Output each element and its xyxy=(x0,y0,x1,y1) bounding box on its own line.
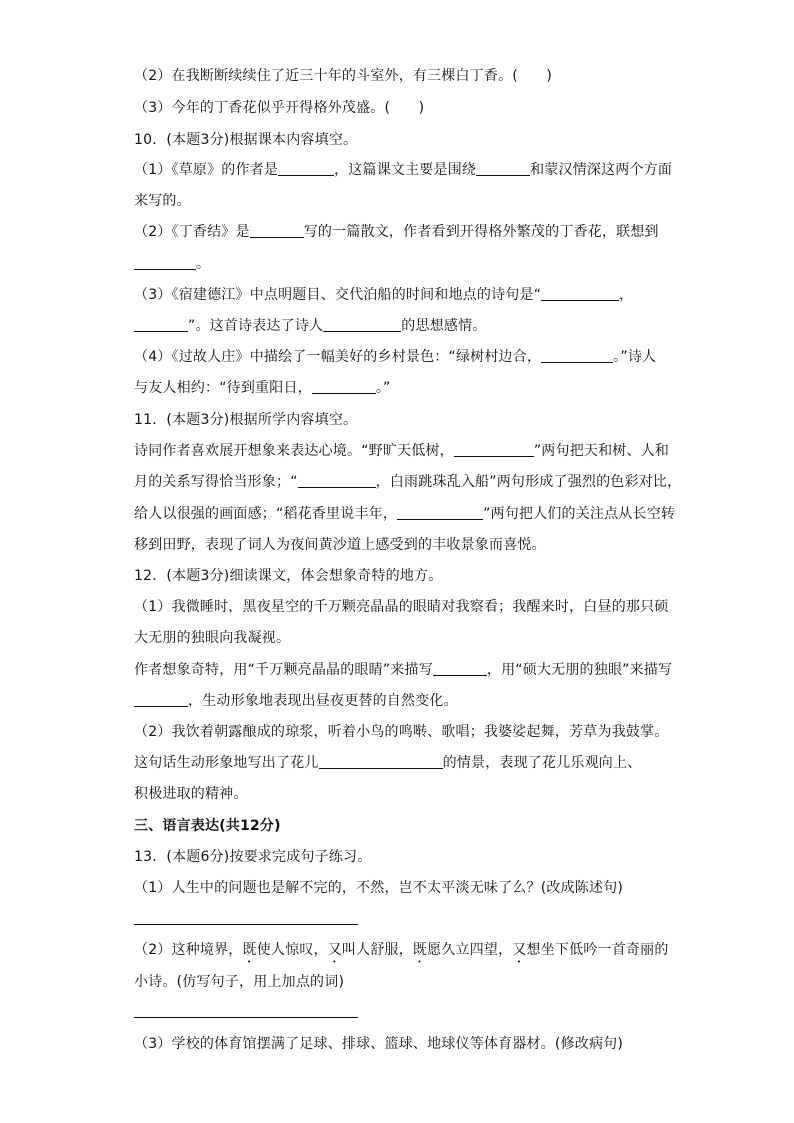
q12-passage-1-line-1: （1）我微睡时，黑夜星空的千万颗亮晶晶的眼睛对我察看；我醒来时，白昼的那只硕 xyxy=(134,599,669,615)
text: ，用“硕大无朋的独眼”来描写 xyxy=(486,662,673,678)
answer-blank[interactable] xyxy=(541,348,613,363)
q13-item-2 xyxy=(134,940,669,966)
answer-blank[interactable] xyxy=(454,442,534,457)
dotted-word: 又 xyxy=(512,942,527,958)
q9-item-2: （2）在我断断续续住了近三十年的斗室外，有三棵白丁香。( ) xyxy=(134,68,553,84)
q12-passage-2: （2）我饮着朝露酿成的琼浆，听着小鸟的鸣啭、歌唱；我婆娑起舞，芳草为我鼓掌。 xyxy=(134,724,669,740)
text: （2）这种境界， xyxy=(134,942,243,958)
text: 与友人相约：“待到重阳日， xyxy=(134,380,312,396)
q10-item-1 xyxy=(134,160,672,180)
q11-line-1 xyxy=(134,441,669,461)
text: 诗同作者喜欢展开想象来表达心境。“野旷天低树， xyxy=(134,443,454,459)
text: 的思想感情。 xyxy=(401,318,487,334)
dotted-word: 既 xyxy=(412,942,428,958)
text: ”。这首诗表达了诗人 xyxy=(188,318,324,334)
q13-item-2-cont: 小诗。(仿写句子，用上加点的词) xyxy=(134,974,345,990)
text: 作者想象奇特，用“千万颗亮晶晶的眼睛”来描写 xyxy=(134,662,433,678)
answer-blank[interactable] xyxy=(134,255,196,270)
answer-blank[interactable] xyxy=(323,317,401,332)
text: 愿久立四望， xyxy=(427,942,513,958)
text: 给人以很强的画面感；“稻花香里说丰年， xyxy=(134,506,398,522)
q10-item-4 xyxy=(134,347,656,367)
q13-item-3: （3）学校的体育馆摆满了足球、排球、篮球、地球仪等体育器材。(修改病句) xyxy=(134,1036,624,1052)
q12-question-2 xyxy=(134,753,641,773)
text: （1）《草原》的作者是 xyxy=(134,162,279,178)
answer-blank[interactable] xyxy=(250,223,304,238)
text: ，白雨跳珠乱入船”两句形成了强烈的色彩对比， xyxy=(375,474,682,490)
dotted-word: 又 xyxy=(327,942,342,958)
text: ，这篇课文主要是围绕 xyxy=(334,162,477,178)
q12-question-1 xyxy=(134,660,672,680)
answer-blank[interactable] xyxy=(312,379,376,394)
text: 叫人舒服， xyxy=(341,942,413,958)
answer-line[interactable] xyxy=(134,924,358,925)
q10-item-1-cont: 来写的。 xyxy=(134,193,191,209)
answer-blank[interactable] xyxy=(319,754,443,769)
answer-blank[interactable] xyxy=(298,473,376,488)
text: 和蒙汉情深这两个方面 xyxy=(530,162,673,178)
dotted-word: 既 xyxy=(242,942,257,958)
text: 的情景，表现了花儿乐观向上、 xyxy=(442,755,642,771)
answer-blank[interactable] xyxy=(134,692,188,707)
q11-stem: 11．(本题3分)根据所学内容填空。 xyxy=(134,412,358,428)
q13-item-1: （1）人生中的问题也是解不完的，不然，岂不太平淡无味了么？(改成陈述句) xyxy=(134,880,624,896)
text: （2）《丁香结》是 xyxy=(134,224,250,240)
q12-stem: 12．(本题3分)细读课文，体会想象奇特的地方。 xyxy=(134,568,443,584)
text: 。” xyxy=(375,380,391,396)
q10-item-2 xyxy=(134,222,659,242)
text: （4）《过故人庄》中描绘了一幅美好的乡村景色：“绿树村边合， xyxy=(134,349,542,365)
q10-item-2-cont xyxy=(134,254,210,274)
text: 。 xyxy=(196,256,211,272)
answer-blank[interactable] xyxy=(433,661,487,676)
answer-blank[interactable] xyxy=(397,505,483,520)
q10-item-3-cont xyxy=(134,316,486,336)
q9-item-3: （3）今年的丁香花似乎开得格外茂盛。( ) xyxy=(134,100,425,116)
q13-stem: 13．(本题6分)按要求完成句子练习。 xyxy=(134,849,372,865)
text: ， xyxy=(619,287,634,303)
q12-passage-1-line-2: 大无朋的独眼向我凝视。 xyxy=(134,630,291,646)
q12-question-1-cont xyxy=(134,691,458,711)
answer-blank[interactable] xyxy=(134,317,188,332)
text: ”两句把天和树、人和 xyxy=(533,443,670,459)
q10-item-3 xyxy=(134,285,633,305)
q10-stem: 10．(本题3分)根据课本内容填空。 xyxy=(134,132,358,148)
q12-question-2-cont: 积极进取的精神。 xyxy=(134,786,248,802)
answer-line[interactable] xyxy=(134,1017,358,1018)
text: 写的一篇散文，作者看到开得格外繁茂的丁香花，联想到 xyxy=(303,224,659,240)
text: 月的关系写得恰当形象；“ xyxy=(134,474,298,490)
q11-line-4: 移到田野，表现了词人为夜间黄沙道上感受到的丰收景象而喜悦。 xyxy=(134,537,546,553)
text: 使人惊叹， xyxy=(256,942,328,958)
answer-blank[interactable] xyxy=(278,161,334,176)
text: 这句话生动形象地写出了花儿 xyxy=(134,755,319,771)
text: （3）《宿建德江》中点明题目、交代泊船的时间和地点的诗句是“ xyxy=(134,287,542,303)
text: ，生动形象地表现出昼夜更替的自然变化。 xyxy=(188,693,458,709)
answer-blank[interactable] xyxy=(476,161,530,176)
section-title: 三、语言表达(共12分) xyxy=(134,818,281,834)
q11-line-2 xyxy=(134,472,681,492)
text: ”两句把人们的关注点从长空转 xyxy=(483,506,676,522)
q10-item-4-cont xyxy=(134,378,391,398)
text: 。”诗人 xyxy=(613,349,657,365)
q11-line-3 xyxy=(134,504,675,524)
text: 想坐下低吟一首奇丽的 xyxy=(526,942,669,958)
answer-blank[interactable] xyxy=(541,286,619,301)
